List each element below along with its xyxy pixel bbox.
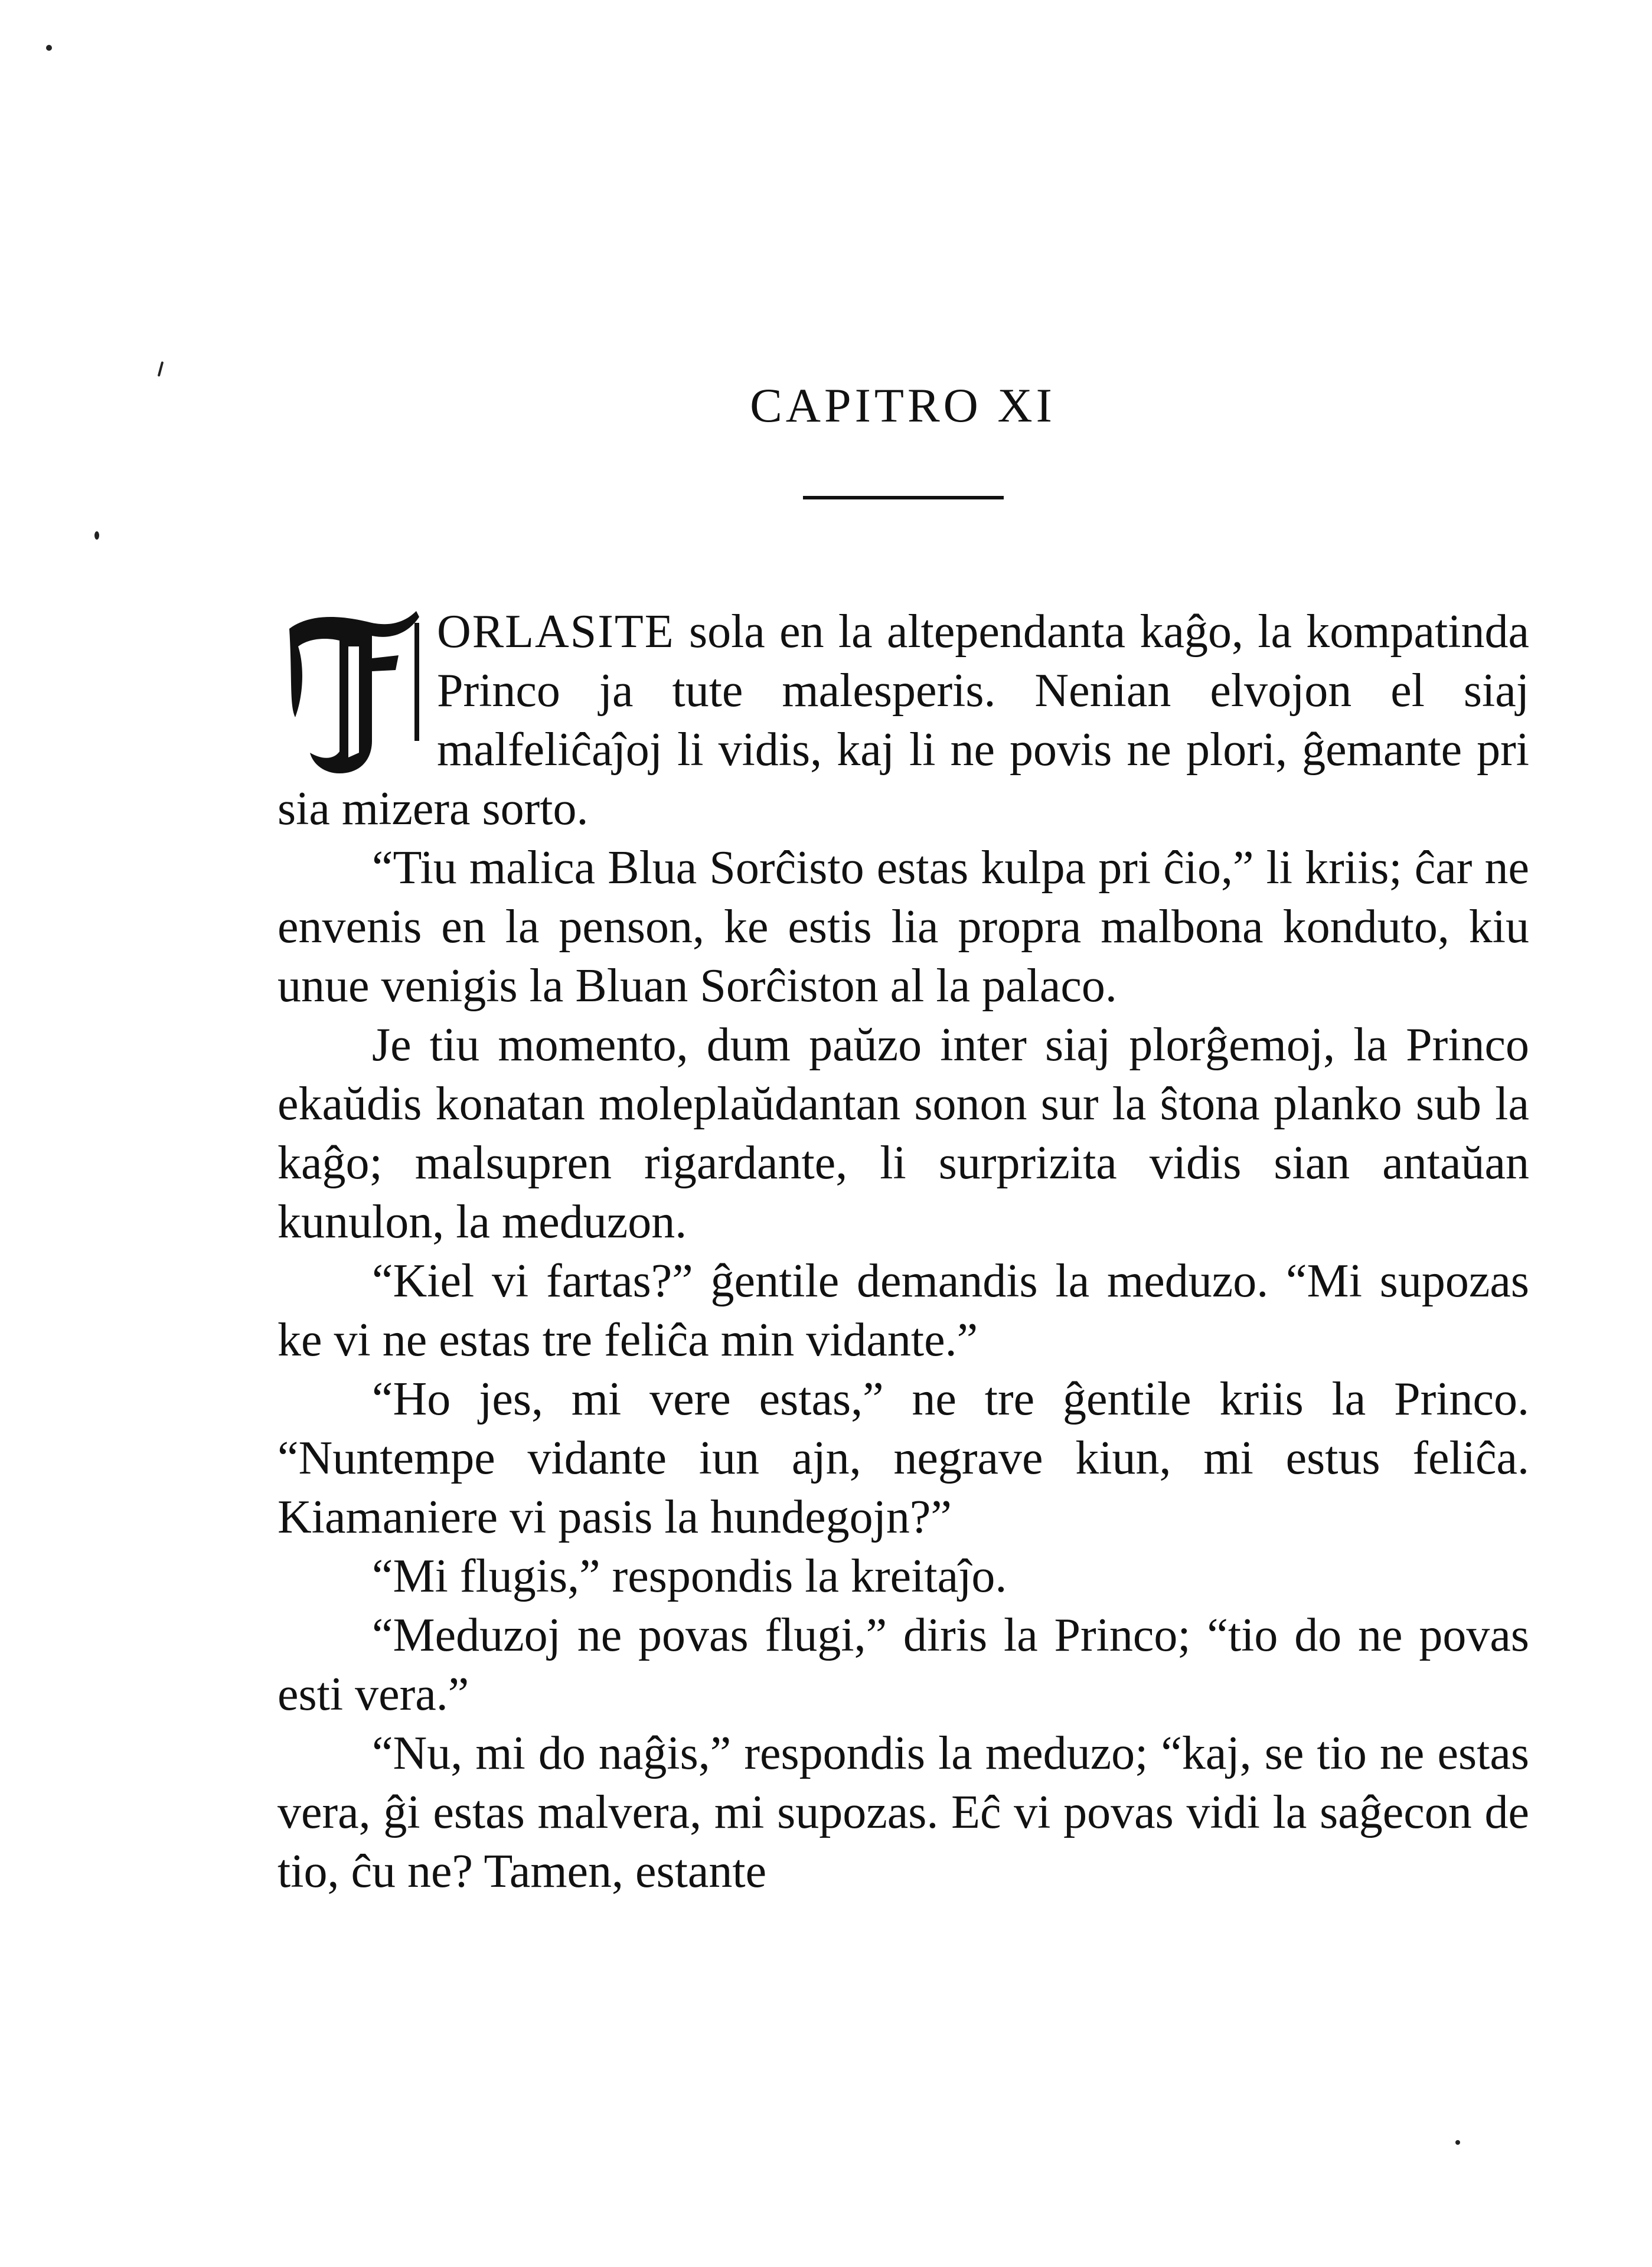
blackletter-f-icon xyxy=(277,605,425,776)
page-speck xyxy=(158,361,164,377)
drop-cap-initial xyxy=(277,605,425,776)
chapter-title: CAPITRO XI xyxy=(750,378,1056,432)
paragraph-3: Je tiu momento, dum paŭzo inter siaj plorĝemoj, la Princo ekaŭdis konatan moleplaŭdantan sonon sur la ŝtona planko sub la kaĝo; malsupren rigardante, li surprizita vidis sian antaŭan kunulon, la meduzon. xyxy=(277,1019,1529,1248)
drop-cap-word: ORLASITE xyxy=(437,606,675,658)
paragraph-2: “Tiu malica Blua Sorĉisto estas kulpa pri ĉio,” li kriis; ĉar ne envenis en la penson, ke estis lia propra malbona konduto, kiu unue venigis la Bluan Sorĉiston al la palaco. xyxy=(277,842,1529,1012)
paragraph-4: “Kiel vi fartas?” ĝentile demandis la meduzo. “Mi supozas ke vi ne estas tre feliĉa min vidante.” xyxy=(277,1255,1529,1366)
page-speck xyxy=(1455,2140,1460,2145)
page-speck xyxy=(46,45,52,51)
chapter-rule xyxy=(803,496,1004,499)
paragraph-text: sola en la altependanta kaĝo, la kompatinda Princo ja tute malesperis. Nenian elvojon el siaj malfeliĉaĵoj li vidis, kaj li ne povis ne plori, ĝemante pri sia mizera sorto. xyxy=(277,606,1529,835)
paragraph-5: “Ho jes, mi vere estas,” ne tre ĝentile kriis la Princo. “Nuntempe vidante iun ajn, negrave kiun, mi estus feliĉa. Kiamaniere vi pasis la hundegojn?” xyxy=(277,1373,1529,1543)
paragraph-8: “Nu, mi do naĝis,” respondis la meduzo; “kaj, se tio ne estas vera, ĝi estas malvera, mi supozas. Eĉ vi povas vidi la saĝecon de tio, ĉu ne? Tamen, estante xyxy=(277,1727,1529,1897)
paragraph-6: “Mi flugis,” respondis la kreitaĵo. xyxy=(372,1550,1007,1602)
paragraph-1 xyxy=(277,602,1529,838)
chapter-body xyxy=(277,602,1529,1901)
paragraph-7: “Meduzoj ne povas flugi,” diris la Princo; “tio do ne povas esti vera.” xyxy=(277,1609,1529,1720)
page-speck xyxy=(94,531,99,540)
